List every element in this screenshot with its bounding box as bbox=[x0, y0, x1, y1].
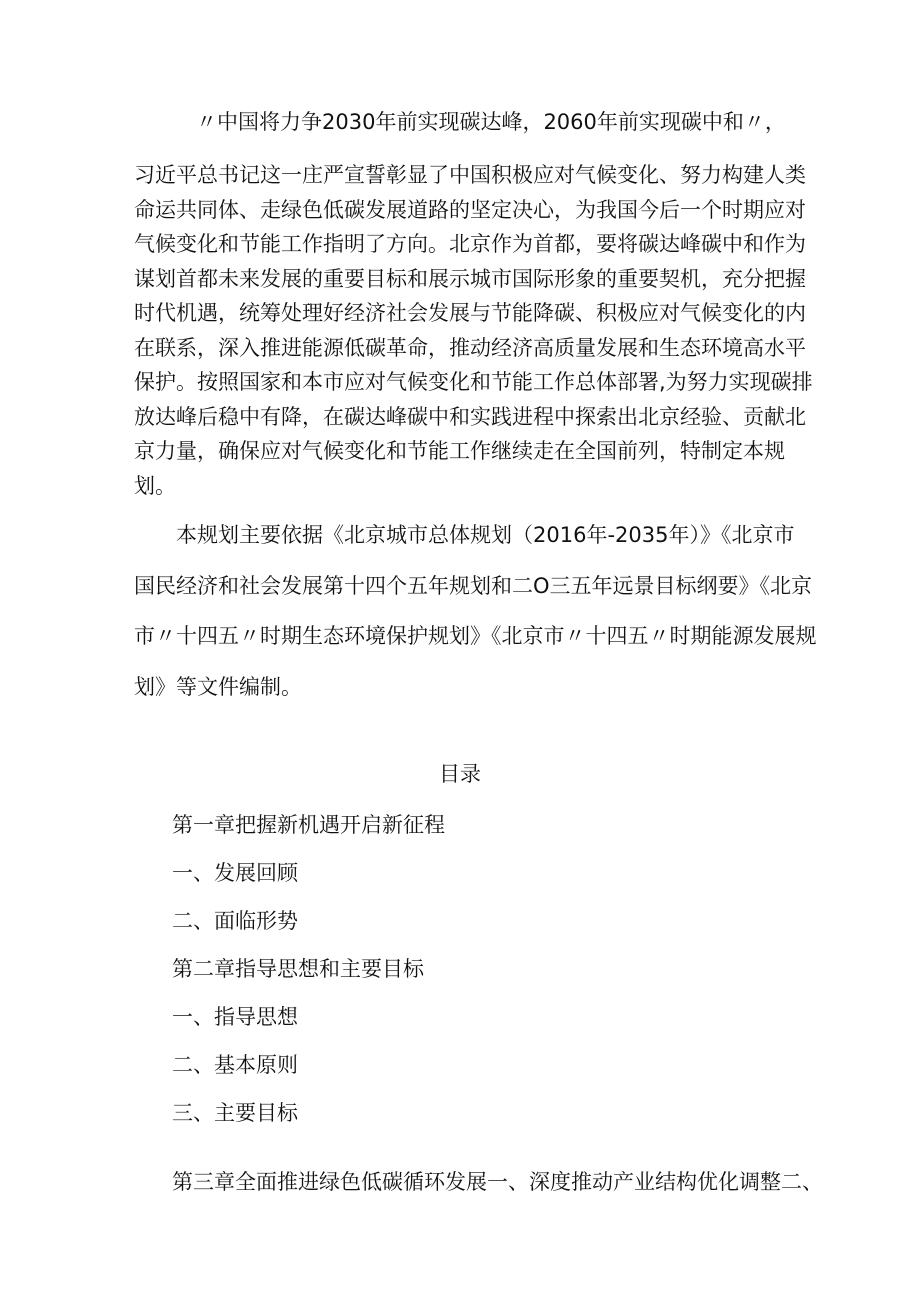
paragraph-line: 京力量，确保应对气候变化和节能工作继续走在全国前列，特制定本规 bbox=[134, 439, 785, 463]
paragraph-line: 市〃十四五〃时期生态环境保护规划》《北京市〃十四五〃时期能源发展规 bbox=[134, 624, 817, 648]
paragraph-line: 划。 bbox=[134, 473, 176, 498]
paragraph-line: 本规划主要依据《北京城市总体规划（2016年-2035年）》《北京市 bbox=[134, 523, 795, 547]
toc-section: 二、基本原则 bbox=[172, 1053, 298, 1077]
paragraph-line: 划》等文件编制。 bbox=[134, 674, 302, 699]
toc-chapter-3: 第三章全面推进绿色低碳循环发展一、深度推动产业结构优化调整二、 bbox=[172, 1170, 823, 1194]
paragraph-2 bbox=[134, 510, 817, 712]
paragraph-line: 放达峰后稳中有降，在碳达峰碳中和实践进程中探索出北京经验、贡献北 bbox=[134, 404, 806, 429]
paragraph-line: 命运共同体、走绿色低碳发展道路的坚定决心，为我国今后一个时期应对 bbox=[134, 197, 806, 222]
paragraph-line: 在联系，深入推进能源低碳革命，推动经济高质量发展和生态环境高水平 bbox=[134, 335, 806, 360]
paragraph-line: 气候变化和节能工作指明了方向。北京作为首都，要将碳达峰碳中和作为 bbox=[134, 232, 806, 256]
toc-chapter-1: 第一章把握新机遇开启新征程 bbox=[172, 813, 445, 837]
paragraph-line: 时代机遇，统筹处理好经济社会发展与节能降碳、积极应对气候变化的内 bbox=[134, 301, 806, 325]
toc-chapter-2: 第二章指导思想和主要目标 bbox=[172, 957, 424, 981]
opening-quote: 〃中国将力争2030年前实现碳达峰，2060年前实现碳中和〃， bbox=[196, 110, 786, 134]
paragraph-line: 习近平总书记这一庄严宣誓彰显了中国积极应对气候变化、努力构建人类 bbox=[134, 163, 806, 187]
paragraph-line: 国民经济和社会发展第十四个五年规划和二O三五年远景目标纲要》《北京 bbox=[134, 573, 813, 598]
toc-section: 一、发展回顾 bbox=[172, 861, 298, 885]
toc-section: 二、面临形势 bbox=[172, 909, 298, 933]
paragraph-line: 保护。按照国家和本市应对气候变化和节能工作总体部署,为努力实现碳排 bbox=[134, 370, 813, 394]
toc-title: 目录 bbox=[439, 762, 481, 786]
paragraph-line: 谋划首都未来发展的重要目标和展示城市国际形象的重要契机，充分把握 bbox=[134, 266, 806, 291]
toc-section: 三、主要目标 bbox=[172, 1101, 298, 1125]
paragraph-1 bbox=[134, 158, 813, 503]
toc-section: 一、指导思想 bbox=[172, 1005, 298, 1029]
